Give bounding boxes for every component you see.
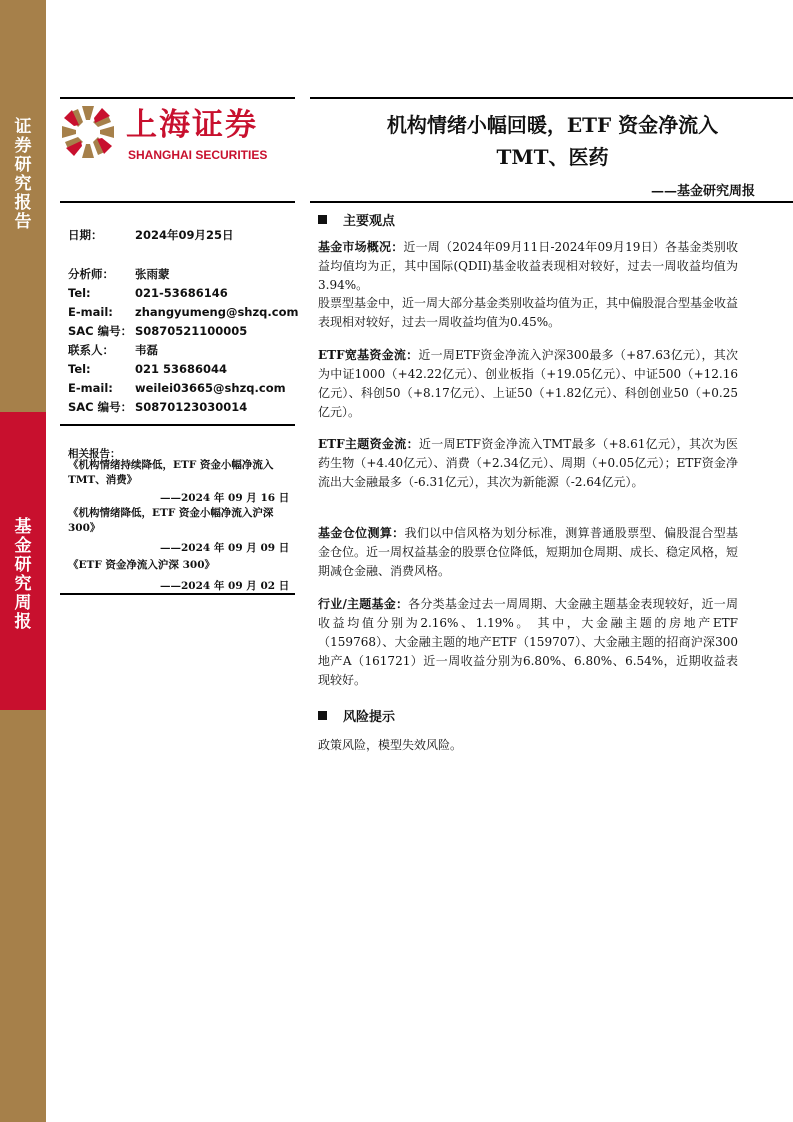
report-series: ——基金研究周报	[650, 184, 755, 199]
related-report-1[interactable]: 《机构情绪持续降低，ETF 资金小幅净流入 TMT、消费》	[68, 459, 274, 486]
meta-divider	[60, 424, 295, 426]
bullet-square-icon	[318, 711, 327, 720]
header-rule-left-bottom	[60, 201, 295, 203]
related-report-2-date: ——2024 年 09 月 09 日	[160, 542, 290, 554]
sidebar-bottom-band	[0, 710, 46, 1122]
related-reports-heading: 相关报告：	[68, 448, 121, 460]
section-heading-risk: 风险提示	[318, 706, 395, 725]
bullet-square-icon	[318, 215, 327, 224]
company-logo	[60, 104, 300, 164]
logo-chinese-name: 上海证券	[126, 107, 258, 143]
logo-english-name: SHANGHAI SECURITIES	[128, 148, 268, 162]
paragraph-sector-funds: 行业/主题基金：各分类基金过去一周周期、大金融主题基金表现较好，近一周收益均值分别为2.16%、1.19%。 其中，大金融主题的房地产ETF（159768）、大金融主题的地产ETF（159707）、大金融主题的招商沪深300地产A（161721）近一周收益分别为6.80%、6.80%、6.54%，近期收益表现较好。	[318, 597, 738, 687]
related-report-3[interactable]: 《ETF 资金净流入沪深 300》	[68, 559, 215, 571]
paragraph-equity-funds: 股票型基金中，近一周大部分基金类别收益均值为正，其中偏股混合型基金收益表现相对较好，过去一周收益均值为0.45%。	[318, 296, 739, 329]
sidebar-report-type-label: 证 券 研 究 报 告	[14, 117, 32, 232]
sidebar-report-category-label: 基 金 研 究 周 报	[14, 517, 32, 632]
related-report-2[interactable]: 《机构情绪降低，ETF 资金小幅净流入沪深 300》	[68, 507, 274, 534]
related-divider	[60, 593, 295, 595]
header-rule-left	[60, 97, 295, 99]
report-title-line-1: 机构情绪小幅回暖，ETF 资金净流入	[386, 113, 719, 137]
report-title-line-2: TMT、医药	[496, 145, 609, 169]
related-report-3-date: ——2024 年 09 月 02 日	[160, 580, 290, 592]
header-rule-right	[310, 97, 793, 99]
paragraph-broad-etf-flow: ETF宽基资金流：近一周ETF资金净流入沪深300最多（+87.63亿元），其次为中证1000（+42.22亿元）、创业板指（+19.05亿元）、中证500（+12.16亿元）、科创50（+8.17亿元）、上证50（+1.82亿元）、科创创业50（+0.25亿元）。	[318, 348, 738, 419]
shanghai-securities-emblem-icon	[60, 104, 116, 160]
related-report-1-date: ——2024 年 09 月 16 日	[160, 492, 290, 504]
paragraph-risk-warning: 政策风险，模型失效风险。	[318, 738, 463, 752]
paragraph-market-overview: 基金市场概况：近一周（2024年09月11日-2024年09月19日）各基金类别收益均值均为正，其中国际(QDII)基金收益表现相对较好，过去一周收益均值为3.94%。	[318, 240, 738, 292]
section-heading-key-points: 主要观点	[318, 210, 395, 229]
header-rule-right-bottom	[310, 201, 793, 203]
paragraph-theme-etf-flow: ETF主题资金流：近一周ETF资金净流入TMT最多（+8.61亿元），其次为医药生物（+4.40亿元）、消费（+2.34亿元）、周期（+0.05亿元）；ETF资金净流出大金融最多（-6.31亿元），其次为新能源（-2.64亿元）。	[318, 437, 738, 489]
paragraph-position-estimate: 基金仓位测算：我们以中信风格为划分标准，测算普通股票型、偏股混合型基金仓位。近一周权益基金的股票仓位降低，短期加仓周期、成长、稳定风格，短期减仓金融、消费风格。	[318, 526, 739, 578]
